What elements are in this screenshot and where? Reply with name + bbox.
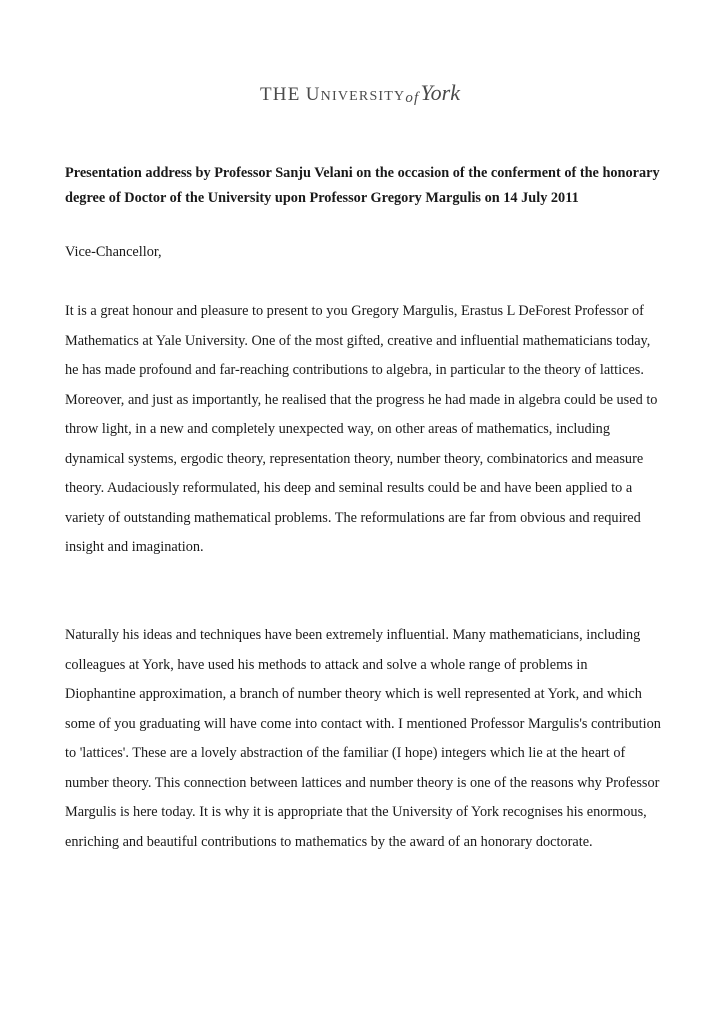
logo-york: York	[420, 80, 460, 105]
document-title: Presentation address by Professor Sanju Velani on the occasion of the conferment of the honorary degree of Doctor of the University upon Professor Gregory Margulis on 14 July 2011	[65, 165, 660, 206]
logo-of: of	[405, 90, 420, 106]
university-of-york-logo	[0, 80, 720, 120]
paragraph-1: It is a great honour and pleasure to present to you Gregory Margulis, Erastus L DeForest Professor of Mathematics at Yale University. One of the most gifted, creative and influential mathematicians today, he has made profound and far-reaching contributions to algebra, in particular to the theory of lattices. Moreover, and just as importantly, he realised that the progress he had made in algebra could be used to throw light, in a new and completely unexpected way, on other areas of mathematics, including dynamical systems, ergodic theory, representation theory, number theory, combinatorics and measure theory. Audaciously reformulated, his deep and seminal results could be and have been applied to a variety of outstanding mathematical problems. The reformulations are far from obvious and required insight and imagination.	[65, 303, 658, 555]
logo-u: U	[305, 84, 321, 105]
logo-wordmark	[260, 80, 460, 107]
paragraph-2: Naturally his ideas and techniques have been extremely influential. Many mathematicians, including colleagues at York, have used his methods to attack and solve a whole range of problems in Diophantine approximation, a branch of number theory which is well represented at York, and which some of you graduating will have come into contact with. I mentioned Professor Margulis's contribution to 'lattices'. These are a lovely abstraction of the familiar (I hope) integers which lie at the heart of number theory. This connection between lattices and number theory is one of the reasons why Professor Margulis is here today. It is why it is appropriate that the University of York recognises his enormous, enriching and beautiful contributions to mathematics by the award of an honorary doctorate.	[65, 627, 661, 850]
salutation: Vice-Chancellor,	[65, 244, 162, 260]
logo-the: THE	[260, 84, 301, 105]
logo-niversity: NIVERSITY	[320, 89, 406, 104]
